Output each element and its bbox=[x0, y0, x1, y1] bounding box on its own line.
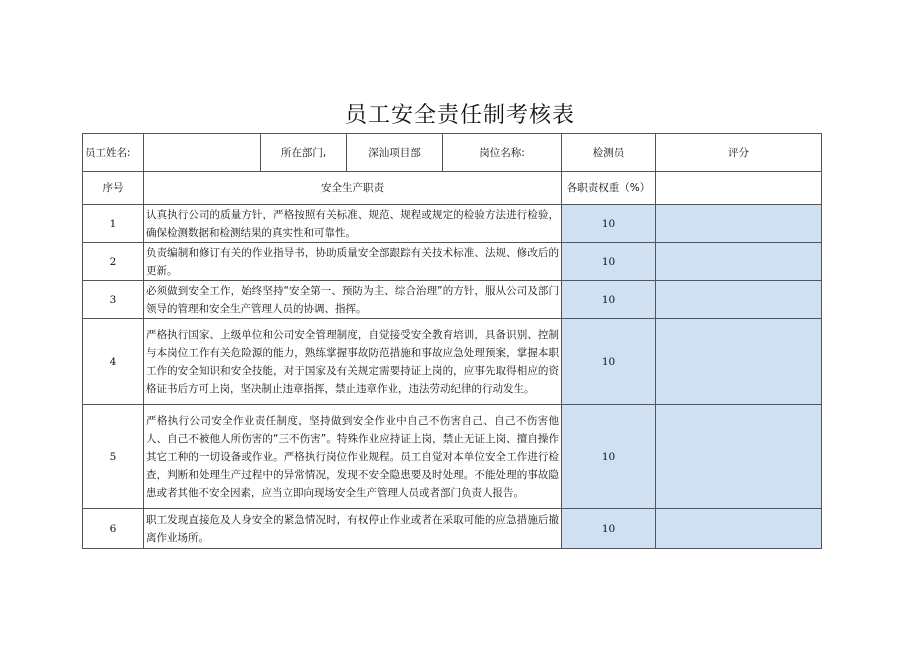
table-row bbox=[83, 405, 822, 509]
table-row bbox=[83, 205, 822, 243]
table-row bbox=[83, 509, 822, 549]
row-seq: 4 bbox=[83, 319, 144, 405]
row-score-field[interactable] bbox=[656, 319, 822, 405]
row-weight: 10 bbox=[562, 205, 656, 243]
row-weight: 10 bbox=[562, 405, 656, 509]
header-row bbox=[83, 172, 822, 205]
table-row bbox=[83, 319, 822, 405]
name-label: 员工姓名: bbox=[83, 134, 144, 172]
row-seq: 3 bbox=[83, 281, 144, 319]
row-weight: 10 bbox=[562, 281, 656, 319]
info-row bbox=[83, 134, 822, 172]
row-duty: 必须做到安全工作，始终坚持“安全第一、预防为主、综合治理”的方针，服从公司及部门领导的管理和安全生产管理人员的协调、指挥。 bbox=[144, 281, 562, 319]
dept-value: 深汕项目部 bbox=[347, 134, 443, 172]
score-header bbox=[656, 172, 822, 205]
row-weight: 10 bbox=[562, 319, 656, 405]
row-duty: 负责编制和修订有关的作业指导书，协助质量安全部跟踪有关技术标准、法规、修改后的更新。 bbox=[144, 243, 562, 281]
row-duty: 严格执行公司安全作业责任制度，坚持做到安全作业中自己不伤害自己、自己不伤害他人、自己不被他人所伤害的“三不伤害”。特殊作业应持证上岗，禁止无证上岗、擅自操作其它工种的一切设备或作业。严格执行岗位作业规程。员工自觉对本单位安全工作进行检查，判断和处理生产过程中的异常情况，发现不安全隐患要及时处理。不能处理的事故隐患或者其他不安全因素，应当立即向现场安全生产管理人员或者部门负责人报告。 bbox=[144, 405, 562, 509]
row-seq: 5 bbox=[83, 405, 144, 509]
row-seq: 1 bbox=[83, 205, 144, 243]
row-duty: 严格执行国家、上级单位和公司安全管理制度，自觉接受安全教育培训，具备识别、控制与本岗位工作有关危险源的能力，熟练掌握事故防范措施和事故应急处理预案，掌握本职工作的安全知识和安全技能，对于国家及有关规定需要持证上岗的，应事先取得相应的资格证书后方可上岗，坚决制止违章指挥，禁止违章作业，违法劳动纪律的行动发生。 bbox=[144, 319, 562, 405]
seq-header: 序号 bbox=[83, 172, 144, 205]
duty-header: 安全生产职责 bbox=[144, 172, 562, 205]
row-weight: 10 bbox=[562, 243, 656, 281]
row-seq: 2 bbox=[83, 243, 144, 281]
table-row bbox=[83, 281, 822, 319]
assessment-table bbox=[82, 133, 822, 549]
row-duty: 职工发现直接危及人身安全的紧急情况时，有权停止作业或者在采取可能的应急措施后撤离作业场所。 bbox=[144, 509, 562, 549]
position-value: 检测员 bbox=[562, 134, 656, 172]
score-label: 评分 bbox=[656, 134, 822, 172]
row-score-field[interactable] bbox=[656, 281, 822, 319]
position-label: 岗位名称: bbox=[443, 134, 562, 172]
dept-label: 所在部门, bbox=[261, 134, 347, 172]
row-score-field[interactable] bbox=[656, 405, 822, 509]
row-score-field[interactable] bbox=[656, 509, 822, 549]
name-value-field[interactable] bbox=[144, 134, 261, 172]
row-score-field[interactable] bbox=[656, 243, 822, 281]
weight-header: 各职责权重（%） bbox=[562, 172, 656, 205]
row-weight: 10 bbox=[562, 509, 656, 549]
page-title: 员工安全责任制考核表 bbox=[344, 103, 575, 128]
table-row bbox=[83, 243, 822, 281]
row-seq: 6 bbox=[83, 509, 144, 549]
row-score-field[interactable] bbox=[656, 205, 822, 243]
row-duty: 认真执行公司的质量方针，严格按照有关标准、规范、规程或规定的检验方法进行检验，确保检测数据和检测结果的真实性和可靠性。 bbox=[144, 205, 562, 243]
